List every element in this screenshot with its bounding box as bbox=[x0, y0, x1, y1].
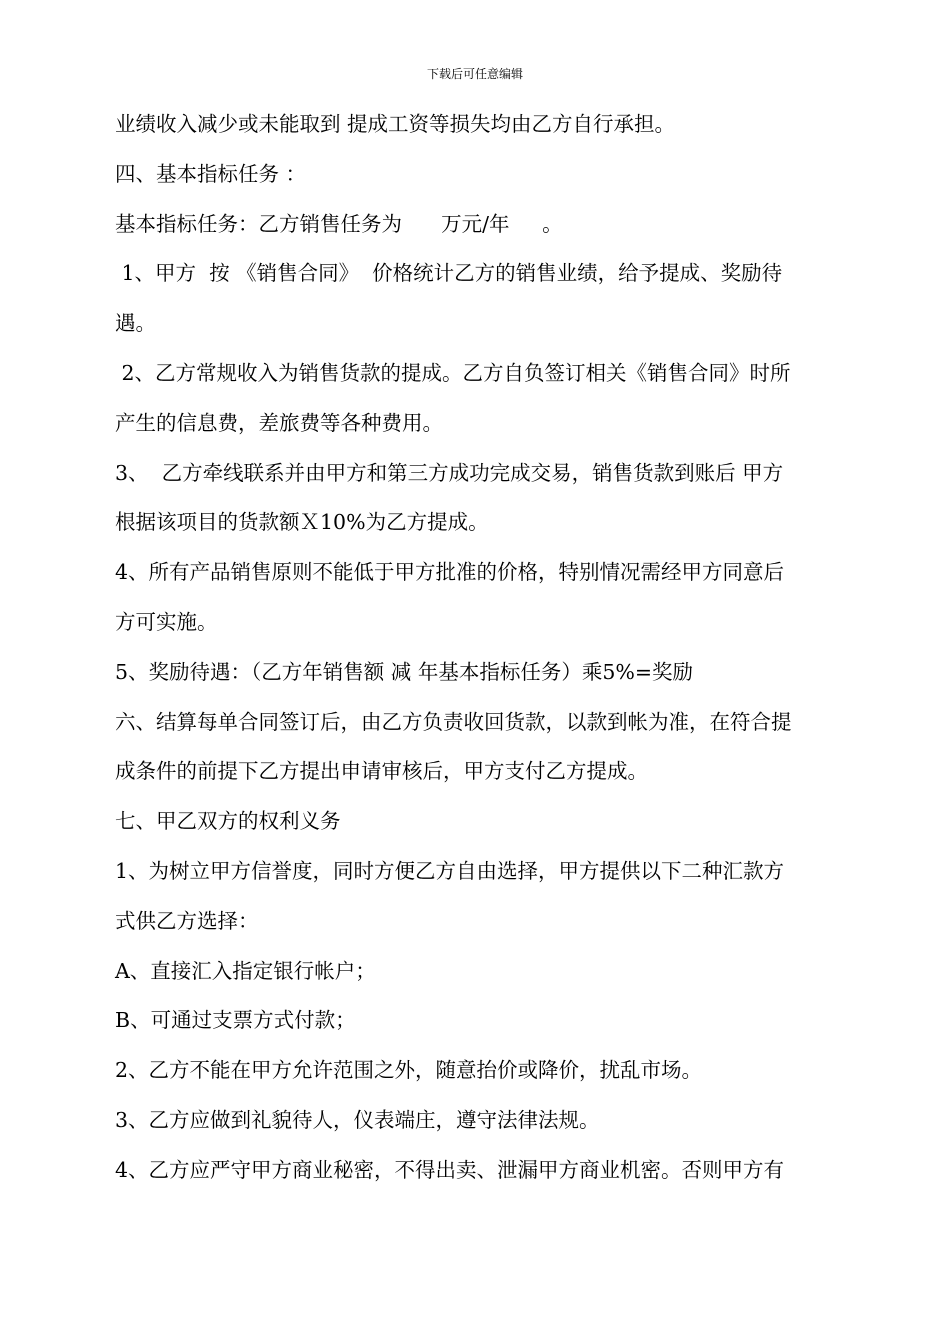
paragraph-line: 产生的信息费，差旅费等各种费用。 bbox=[115, 410, 443, 435]
paragraph-line: 4、所有产品销售原则不能低于甲方批准的价格，特别情况需经甲方同意后 bbox=[115, 560, 785, 585]
document-body bbox=[115, 100, 860, 1196]
paragraph-line: 六、结算每单合同签订后，由乙方负责收回货款，以款到帐为准，在符合提 bbox=[115, 709, 792, 734]
paragraph-line: 基本指标任务：乙方销售任务为 万元/年 。 bbox=[115, 211, 563, 236]
paragraph-line: 4、乙方应严守甲方商业秘密，不得出卖、泄漏甲方商业机密。否则甲方有 bbox=[115, 1157, 785, 1182]
paragraph-line: 2、乙方常规收入为销售货款的提成。乙方自负签订相关《销售合同》时所 bbox=[115, 360, 791, 385]
paragraph-line: B、可通过支票方式付款； bbox=[115, 1008, 356, 1033]
paragraph-line: 式供乙方选择： bbox=[115, 908, 259, 933]
paragraph-line: 1、为树立甲方信誉度，同时方便乙方自由选择，甲方提供以下二种汇款方 bbox=[115, 858, 785, 883]
paragraph-line: 5、奖励待遇：（乙方年销售额 减 年基本指标任务）乘5%=奖励 bbox=[115, 659, 694, 684]
paragraph-line: 3、乙方应做到礼貌待人，仪表端庄，遵守法律法规。 bbox=[115, 1107, 600, 1132]
paragraph-line: 方可实施。 bbox=[115, 609, 218, 634]
paragraph-line: 2、乙方不能在甲方允许范围之外，随意抬价或降价，扰乱市场。 bbox=[115, 1058, 703, 1083]
paragraph-line: 业绩收入减少或未能取到 提成工资等损失均由乙方自行承担。 bbox=[115, 112, 676, 136]
paragraph-line: A、直接汇入指定银行帐户； bbox=[115, 958, 376, 983]
paragraph-line: 成条件的前提下乙方提出申请审核后，甲方支付乙方提成。 bbox=[115, 759, 648, 784]
header-note: 下载后可任意编辑 bbox=[426, 67, 523, 81]
section-heading: 1、甲方 按 《销售合同》 价格统计乙方的销售业绩，给予提成、奖励待 bbox=[115, 261, 783, 286]
section-heading: 四、基本指标任务 ： bbox=[115, 161, 307, 186]
paragraph-line: 3、 乙方牵线联系并由甲方和第三方成功完成交易，销售货款到账后 甲方 bbox=[115, 460, 784, 485]
paragraph-line: 七、甲乙双方的权利义务 bbox=[115, 809, 341, 834]
paragraph-line: 遇。 bbox=[115, 311, 156, 336]
paragraph-line: 根据该项目的货款额Ｘ10%为乙方提成。 bbox=[115, 510, 489, 535]
